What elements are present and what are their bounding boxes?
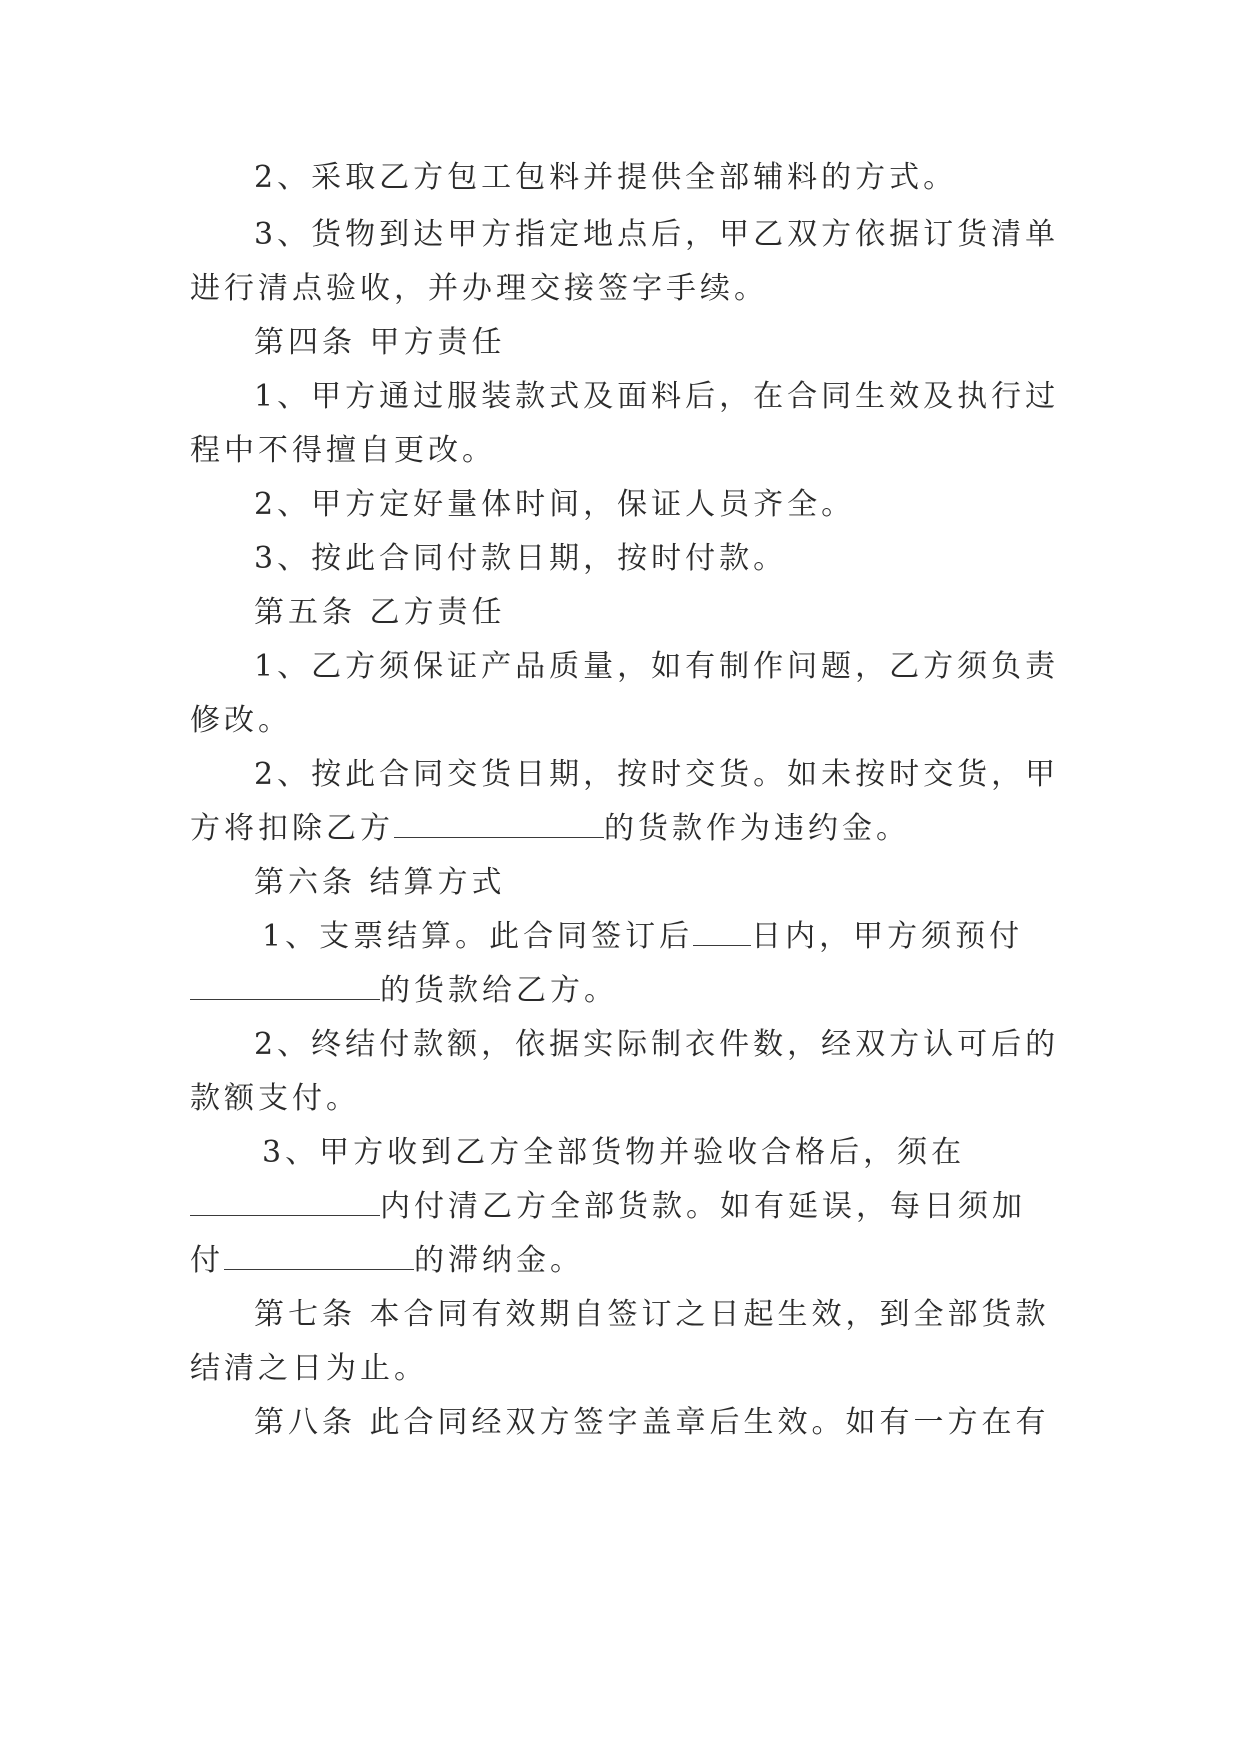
paragraph-line: 3、甲方收到乙方全部货物并验收合格后，须在 [262, 1135, 966, 1170]
text-segment: 的滞纳金。 [414, 1243, 584, 1278]
paragraph-line: 1、甲方通过服装款式及面料后，在合同生效及执行过 [254, 379, 1060, 414]
text-segment: 的货款作为违约金。 [604, 811, 910, 846]
text-segment: 1、支票结算。此合同签订后 [262, 919, 694, 954]
text-segment: 日内，甲方须预付 [751, 919, 1024, 954]
fill-in-blank[interactable] [190, 1187, 380, 1216]
section-heading: 第六条 结算方式 [254, 865, 506, 900]
paragraph-line [190, 971, 618, 1011]
paragraph-line: 程中不得擅自更改。 [190, 433, 496, 468]
section-heading: 第四条 甲方责任 [254, 325, 506, 360]
paragraph-line: 款额支付。 [190, 1081, 360, 1116]
fill-in-blank[interactable] [693, 917, 751, 946]
paragraph-line: 3、按此合同付款日期，按时付款。 [254, 541, 788, 576]
paragraph-line: 1、乙方须保证产品质量，如有制作问题，乙方须负责 [254, 649, 1060, 684]
paragraph-line: 3、货物到达甲方指定地点后，甲乙双方依据订货清单 [254, 217, 1060, 252]
paragraph-line: 2、采取乙方包工包料并提供全部辅料的方式。 [254, 160, 958, 195]
fill-in-blank[interactable] [394, 809, 604, 838]
text-segment: 内付清乙方全部货款。如有延误，每日须加 [380, 1189, 1026, 1224]
paragraph-line: 第七条 本合同有效期自签订之日起生效，到全部货款 [254, 1297, 1050, 1332]
paragraph-line [262, 917, 1023, 957]
section-heading: 第五条 乙方责任 [254, 595, 506, 630]
paragraph-line: 进行清点验收，并办理交接签字手续。 [190, 271, 768, 306]
text-segment: 付 [190, 1243, 224, 1278]
paragraph-line: 结清之日为止。 [190, 1351, 428, 1386]
paragraph-line: 第八条 此合同经双方签字盖章后生效。如有一方在有 [254, 1405, 1050, 1440]
paragraph-line [190, 809, 910, 849]
paragraph-line: 2、终结付款额，依据实际制衣件数，经双方认可后的 [254, 1027, 1060, 1062]
paragraph-line: 修改。 [190, 703, 292, 738]
paragraph-line: 2、甲方定好量体时间，保证人员齐全。 [254, 487, 856, 522]
paragraph-line [190, 1241, 584, 1281]
fill-in-blank[interactable] [224, 1241, 414, 1270]
text-segment: 方将扣除乙方 [190, 811, 394, 846]
fill-in-blank[interactable] [190, 971, 380, 1000]
paragraph-line [190, 1187, 1026, 1227]
paragraph-line: 2、按此合同交货日期，按时交货。如未按时交货，甲 [254, 757, 1060, 792]
text-segment: 的货款给乙方。 [380, 973, 618, 1008]
